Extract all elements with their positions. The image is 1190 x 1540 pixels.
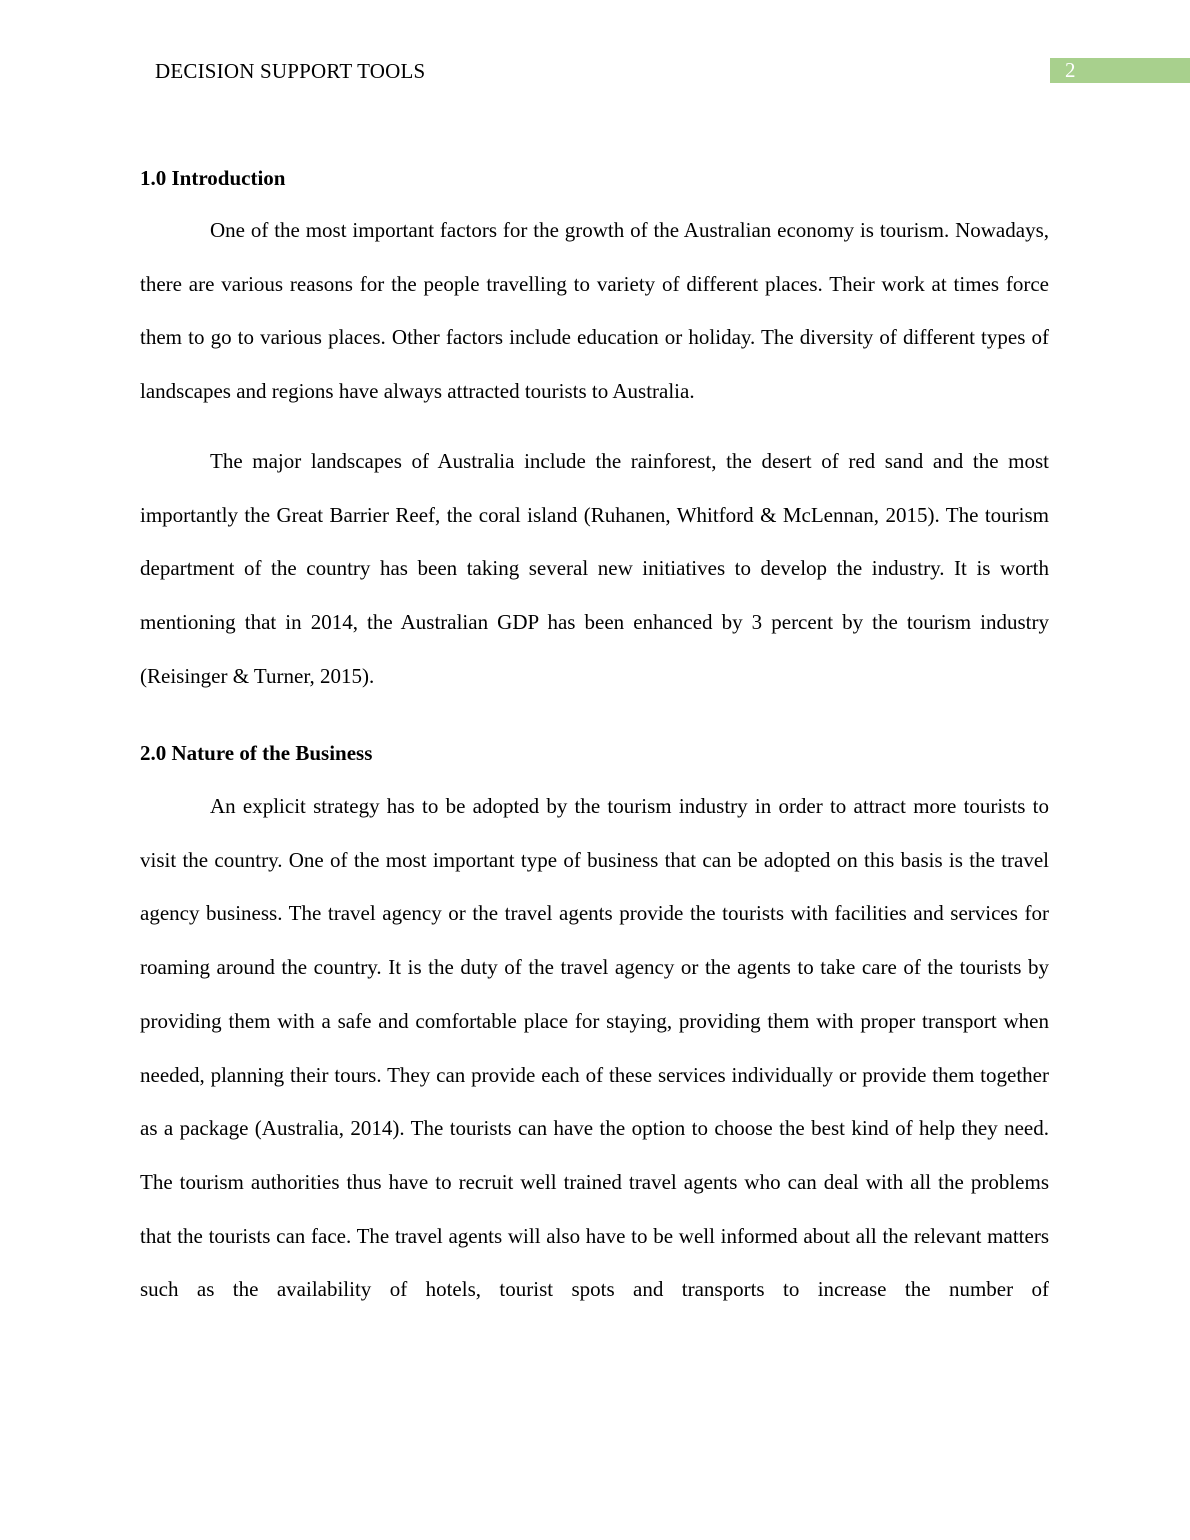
section-heading-introduction: 1.0 Introduction	[140, 166, 286, 190]
paragraph-nature-of-business-1: An explicit strategy has to be adopted by the tourism industry in order to attract more tourists to visit the country. One of the most important type of business that can be adopted on this basis is the travel agency business. The travel agency or the travel agents provide the tourists with facilities and services for roaming around the country. It is the duty of the travel agency or the agents to take care of the tourists by providing them with a safe and comfortable place for staying, providing them with proper transport when needed, planning their tours. They can provide each of these services individually or provide them together as a package (Australia, 2014). The tourists can have the option to choose the best kind of help they need. The tourism authorities thus have to recruit well trained travel agents who can deal with all the problems that the tourists can face. The travel agents will also have to be well informed about all the relevant matters such as the availability of hotels, tourist spots and transports to increase the number of	[140, 794, 1049, 1302]
page-number: 2	[1065, 58, 1076, 82]
paragraph-introduction-1: One of the most important factors for the growth of the Australian economy is tourism. Nowadays, there are various reasons for the people travelling to variety of different places. Their work at times force them to go to various places. Other factors include education or holiday. The diversity of different types of landscapes and regions have always attracted tourists to Australia.	[140, 218, 1049, 404]
section-heading-nature-of-business: 2.0 Nature of the Business	[140, 741, 373, 765]
running-header-title: DECISION SUPPORT TOOLS	[155, 59, 426, 83]
paragraph-introduction-2: The major landscapes of Australia include the rainforest, the desert of red sand and the most importantly the Great Barrier Reef, the coral island (Ruhanen, Whitford & McLennan, 2015). The tourism department of the country has been taking several new initiatives to develop the industry. It is worth mentioning that in 2014, the Australian GDP has been enhanced by 3 percent by the tourism industry (Reisinger & Turner, 2015).	[140, 449, 1049, 688]
page-number-bar	[1050, 58, 1190, 83]
